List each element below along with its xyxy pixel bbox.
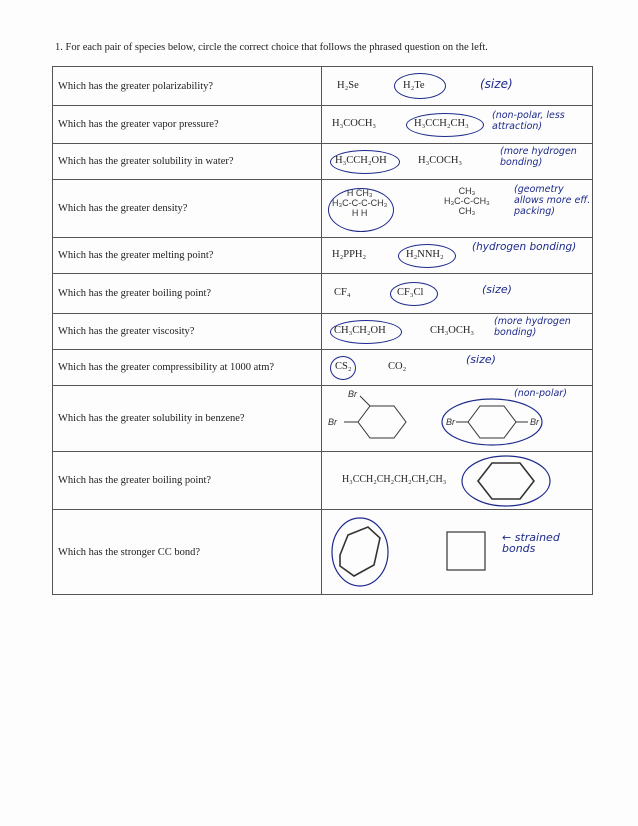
circle-mark [406, 113, 484, 137]
table-row [53, 238, 593, 274]
table-row [53, 144, 593, 180]
species-a-structure: H CH₃ H₃C-C-C-CH₃ H H [332, 188, 388, 218]
bromo-label: Br [446, 417, 455, 427]
handwritten-note: ← strained bonds [502, 531, 560, 555]
species-a: H₂Se [337, 80, 359, 91]
species-b: H₂Te [403, 80, 425, 91]
question-text: Which has the greater solubility in water? [53, 144, 322, 180]
bromo-label: Br [328, 417, 337, 427]
table-row [53, 452, 593, 510]
species-a: CS₂ [335, 361, 352, 372]
table-row [53, 274, 593, 314]
question-text: Which has the greater melting point? [53, 238, 322, 274]
table-row [53, 510, 593, 595]
answer-cell [322, 350, 593, 386]
answer-cell [322, 238, 593, 274]
question-text: Which has the stronger CC bond? [53, 510, 322, 595]
table-row [53, 386, 593, 452]
species-b: H₃COCH₃ [418, 155, 463, 166]
question-text: Which has the greater vapor pressure? [53, 106, 322, 144]
species-b: H₃CCH₂CH₃ [414, 118, 469, 129]
species-b: CF₃Cl [397, 287, 424, 298]
question-text: Which has the greater viscosity? [53, 314, 322, 350]
handwritten-note: (more hydrogen bonding) [500, 146, 577, 168]
circle-mark [398, 244, 456, 268]
question-text: Which has the greater compressibility at 1000 atm? [53, 350, 322, 386]
answer-cell [322, 386, 593, 452]
question-text: Which has the greater boiling point? [53, 274, 322, 314]
circle-mark [394, 73, 446, 99]
species-b: CO₂ [388, 361, 407, 372]
circle-mark [330, 320, 402, 344]
circle-mark [330, 150, 400, 174]
cyclohexane-structure [322, 452, 600, 510]
table-row [53, 180, 593, 238]
question-text: Which has the greater solubility in benzene? [53, 386, 322, 452]
handwritten-note: (hydrogen bonding) [472, 241, 577, 253]
species-a: H₃COCH₃ [332, 118, 377, 129]
answer-cell [322, 106, 593, 144]
species-a: H₃CCH₂CH₂CH₂CH₂CH₃ [342, 474, 447, 485]
question-text: Which has the greater boiling point? [53, 452, 322, 510]
table-row [53, 67, 593, 106]
species-b-structure: CH₃ H₃C-C-CH₃ CH₃ [444, 186, 490, 216]
answer-cell [322, 314, 593, 350]
answer-cell [322, 67, 593, 106]
circle-mark [328, 188, 394, 232]
handwritten-note: (non-polar) [514, 388, 567, 399]
answer-cell [322, 144, 593, 180]
handwritten-note: (size) [466, 353, 496, 366]
handwritten-note: (more hydrogen bonding) [494, 316, 571, 338]
handwritten-note: (geometry allows more eff. packing) [514, 184, 591, 217]
table-row [53, 350, 593, 386]
answer-cell [322, 510, 593, 595]
species-a: CF₄ [334, 287, 351, 298]
answer-cell [322, 274, 593, 314]
species-a: H₃CCH₂OH [335, 155, 387, 166]
instruction: 1. For each pair of species below, circle the correct choice that follows the phrased question on the left. [55, 42, 488, 53]
bromo-label: Br [530, 417, 539, 427]
handwritten-note: (size) [482, 283, 512, 296]
species-a: CH₃CH₂OH [334, 325, 386, 336]
table-row [53, 106, 593, 144]
answer-cell [322, 452, 593, 510]
answer-cell [322, 180, 593, 238]
circle-mark [390, 282, 438, 306]
question-table [52, 66, 593, 595]
handwritten-note: (size) [480, 77, 513, 91]
species-b: H₂NNH₂ [406, 249, 444, 260]
handwritten-note: (non-polar, less attraction) [492, 110, 565, 132]
table-row [53, 314, 593, 350]
bromo-label: Br [348, 389, 357, 399]
question-text: Which has the greater density? [53, 180, 322, 238]
species-a: H₂PPH₂ [332, 249, 367, 260]
species-b: CH₃OCH₃ [430, 325, 475, 336]
question-text: Which has the greater polarizability? [53, 67, 322, 106]
circle-mark [330, 356, 356, 380]
